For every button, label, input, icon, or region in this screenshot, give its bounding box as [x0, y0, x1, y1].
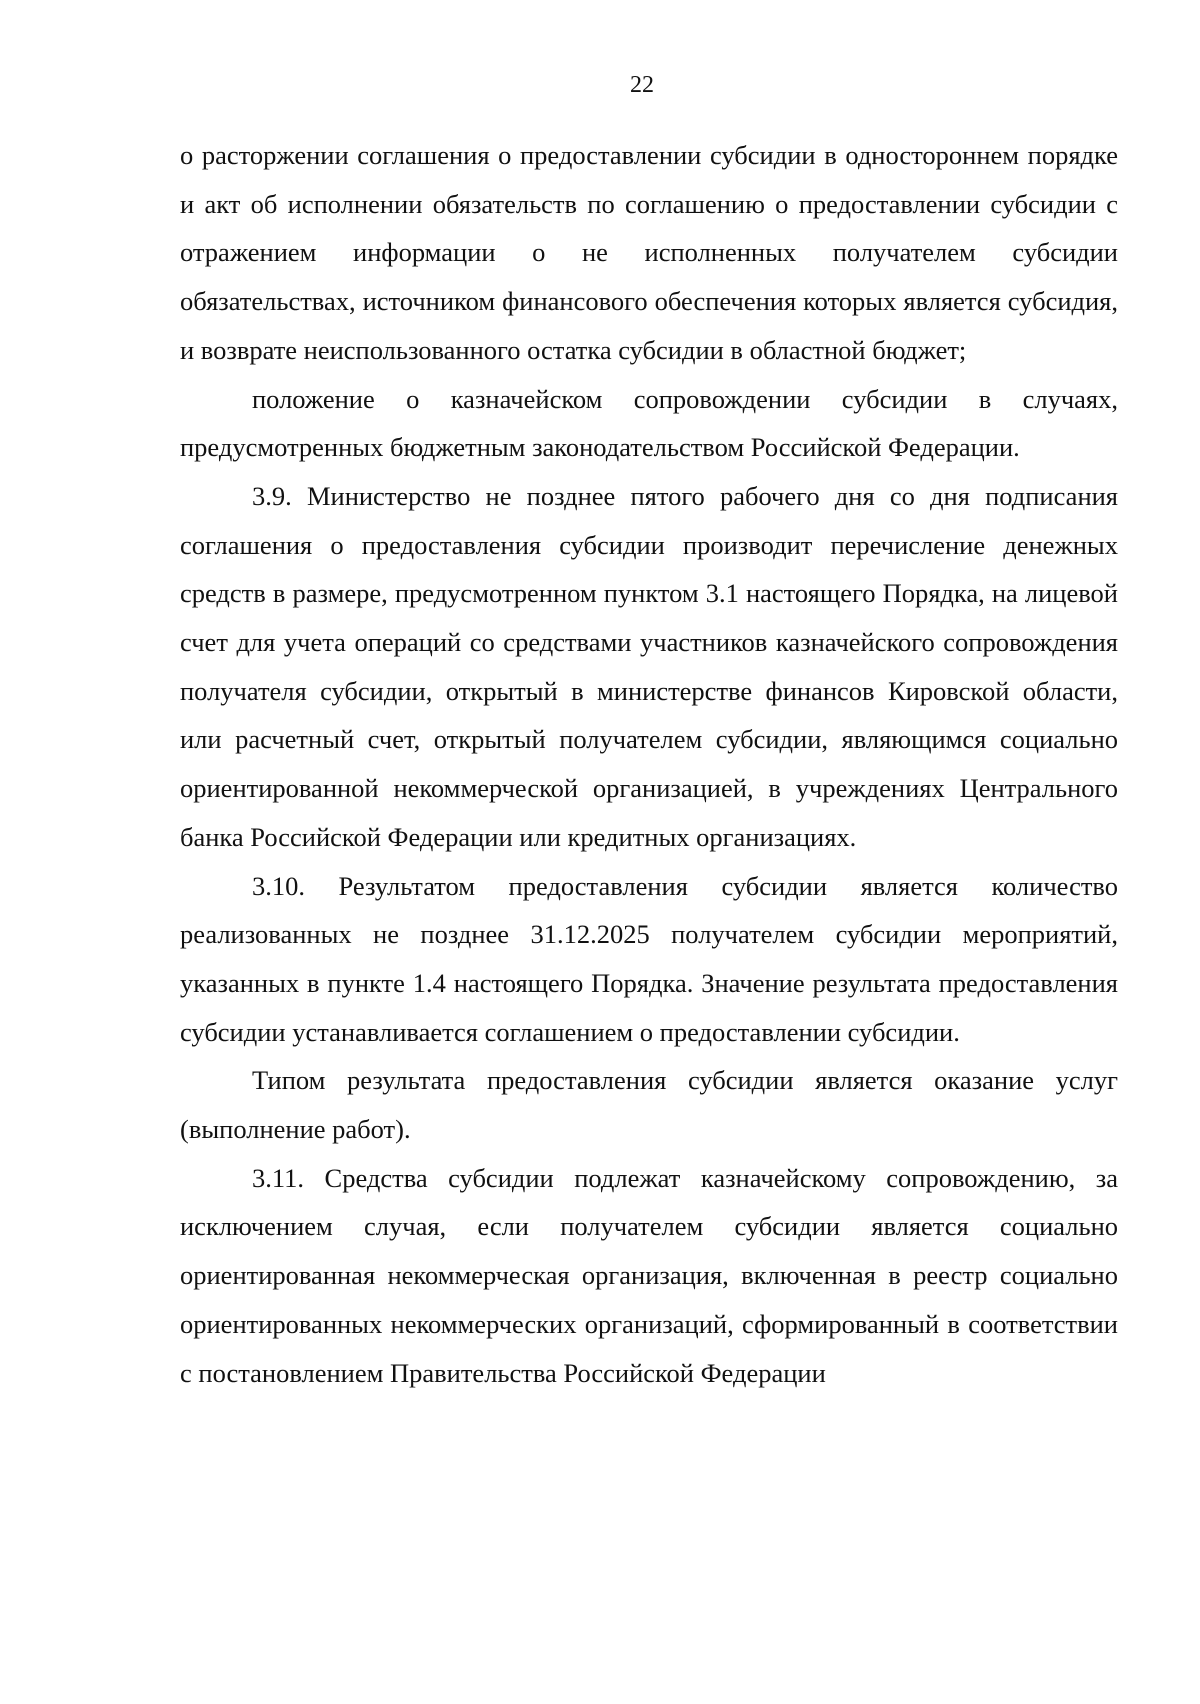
paragraph-result-type: Типом результата предоставления субсидии является оказание услуг (выполнение работ). [180, 1065, 1118, 1145]
paragraph-continuation: о расторжении соглашения о предоставлении субсидии в одностороннем порядке и акт об исполнении обязательств по соглашению о предоставлении субсидии с отражением информации о не исполненных получателем субсидии обязательствах, источником финансового обеспечения которых является субсидия, и возврате неиспользованного остатка субсидии в областной бюджет; [180, 140, 1118, 365]
document-body [180, 131, 1118, 1397]
paragraph-3-9: 3.9. Министерство не позднее пятого рабочего дня со дня подписания соглашения о предоставления субсидии производит перечисление денежных средств в размере, предусмотренном пунктом 3.1 настоящего Порядка, на лицевой счет для учета операций со средствами участников казначейского сопровождения получателя субсидии, открытый в министерстве финансов Кировской области, или расчетный счет, открытый получателем субсидии, являющимся социально ориентированной некоммерческой организацией, в учреждениях Центрального банка Российской Федерации или кредитных организациях. [180, 480, 1118, 852]
paragraph-3-11: 3.11. Средства субсидии подлежат казначейскому сопровождению, за исключением случая, если получателем субсидии является социально ориентированная некоммерческая организация, включенная в реестр социально ориентированных некоммерческих организаций, сформированный в соответствии с постановлением Правительства Российской Федерации [180, 1162, 1118, 1388]
page-number: 22 [630, 72, 654, 98]
paragraph-treasury-support: положение о казначейском сопровождении субсидии в случаях, предусмотренных бюджетным законодательством Российской Федерации. [180, 383, 1118, 463]
paragraph-3-10: 3.10. Результатом предоставления субсидии является количество реализованных не позднее 31.12.2025 получателем субсидии мероприятий, указанных в пункте 1.4 настоящего Порядка. Значение результата предоставления субсидии устанавливается соглашением о предоставлении субсидии. [180, 870, 1118, 1047]
